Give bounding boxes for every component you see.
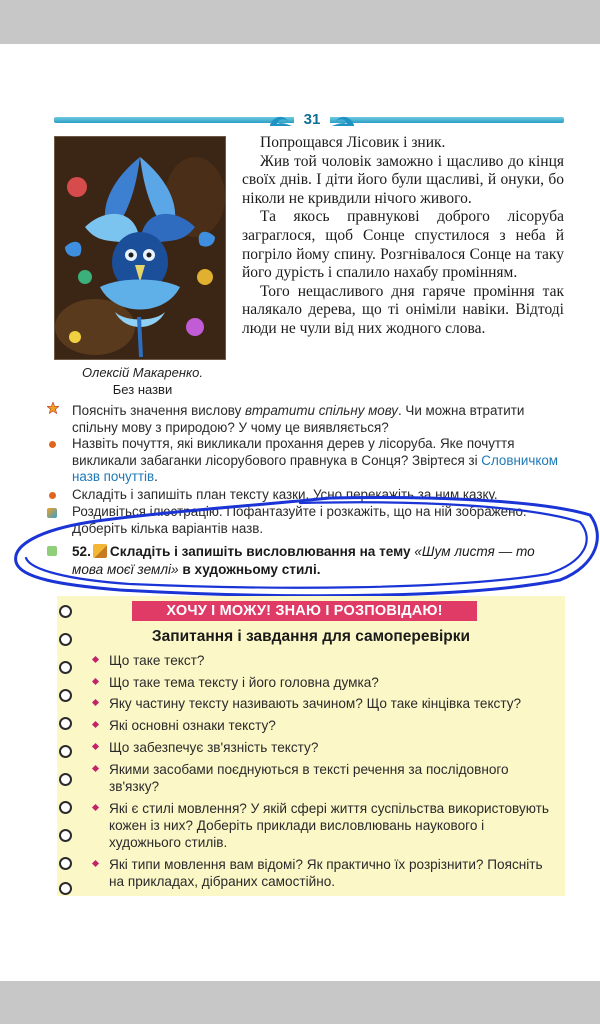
task-1-text-end: . Чи можна втратити спільну мову з природою? У чому це виявляється? — [72, 403, 525, 435]
painting-caption — [55, 364, 230, 398]
task-52 — [72, 543, 564, 579]
ring-icon — [59, 717, 72, 730]
question-item — [109, 674, 557, 691]
task-52-topic: «Шум листя — то мова моєї землі» — [72, 544, 535, 577]
top-system-bar — [0, 0, 600, 44]
task-1-text: Поясніть значення вислову — [72, 403, 246, 418]
question-item — [109, 652, 557, 669]
task-3: Складіть і запишіть план тексту казки. Усно перекажіть за ним казку. — [72, 487, 498, 502]
writing-task-icon — [47, 546, 57, 556]
ring-icon — [59, 882, 72, 895]
task-52-number: 52. — [72, 544, 91, 559]
ring-icon — [59, 745, 72, 758]
task-1-idiom: втратити спільну мову — [245, 403, 398, 418]
task-2-text-end: . — [154, 469, 158, 484]
wave-ornament-left-icon — [268, 113, 294, 129]
page-header — [54, 113, 564, 133]
question-text: Які є стилі мовлення? У якій сфері життя суспільства використовують кожен із них? Доберіть приклади висловлювань наукового і художнього стилів. — [109, 801, 549, 850]
question-text: Якими засобами поєднуються в тексті речення за послідовного зв'язку? — [109, 762, 509, 794]
section-banner: ХОЧУ І МОЖУ! ЗНАЮ І РОЗПОВІДАЮ! — [132, 601, 477, 621]
ring-icon — [59, 605, 72, 618]
diamond-bullet-icon — [92, 656, 99, 663]
orange-bullet-icon — [49, 492, 56, 499]
dictionary-link[interactable]: Словничком назв почуттів — [72, 452, 558, 484]
story-paragraph: Попрощався Лісовик і зник. — [260, 134, 446, 151]
ring-icon — [59, 801, 72, 814]
question-item — [109, 739, 557, 756]
question-item — [109, 717, 557, 734]
diamond-bullet-icon — [92, 765, 99, 772]
page-number: 31 — [294, 111, 330, 129]
section-subtitle: Запитання і завдання для самоперевірки — [151, 628, 471, 645]
wave-ornament-right-icon — [330, 113, 356, 129]
ring-icon — [59, 773, 72, 786]
question-item — [109, 695, 557, 712]
story-paragraph: Та якось правнукові доброго лісоруба заграглося, щоб Сонце спустилося з неба й погріло йому спину. Розгнівалося Сонце на таку його дурість і спалило нахабу промінням. — [242, 208, 564, 282]
task-1 — [72, 403, 564, 436]
diamond-bullet-icon — [92, 678, 99, 685]
task-4: Роздивіться ілюстрацію. Пофантазуйте і розкажіть, що на ній зображено. Доберіть кілька варіантів назв. — [72, 504, 527, 536]
story-paragraph: Того нещасливого дня гаряче проміння так налякало дерева, що ті оніміли навіки. Відтоді люди не чули від них жодного слова. — [242, 282, 564, 337]
task-2-text: Назвіть почуття, які викликали прохання дерев у лісоруба. Яке почуття викликали забаганки лісорубового правнука в Сонця? Звіртеся зі — [72, 436, 515, 468]
diamond-bullet-icon — [92, 860, 99, 867]
task-52-text-end: в художньому стилі. — [178, 562, 321, 577]
diamond-bullet-icon — [92, 743, 99, 750]
question-item — [109, 856, 557, 890]
story-paragraph: Жив той чоловік заможно і щасливо до кінця своїх днів. І діти його були щасливі, й онуки, бо ніколи не кривдили нічого живого. — [242, 152, 564, 207]
question-item — [109, 761, 557, 795]
ring-icon — [59, 689, 72, 702]
pencil-icon — [93, 544, 107, 558]
bottom-system-bar — [0, 981, 600, 1024]
question-text: Яку частину тексту називають зачином? Що таке кінцівка тексту? — [109, 696, 522, 711]
ring-icon — [59, 857, 72, 870]
question-text: Які основні ознаки тексту? — [109, 718, 276, 733]
question-text: Що таке тема тексту і його головна думка? — [109, 675, 379, 690]
question-text: Що забезпечує зв'язність тексту? — [109, 740, 319, 755]
self-check-box — [57, 596, 565, 896]
diamond-bullet-icon — [92, 804, 99, 811]
story-text — [242, 134, 564, 339]
painting-illustration — [55, 137, 225, 359]
task-52-text: Складіть і запишіть висловлювання на тему — [109, 544, 415, 559]
orange-bullet-icon — [49, 441, 56, 448]
diamond-bullet-icon — [92, 699, 99, 706]
question-text: Які типи мовлення вам відомі? Як практично їх розрізнити? Поясніть на прикладах, дібраних самостійно. — [109, 857, 543, 889]
ring-icon — [59, 829, 72, 842]
picture-task-icon — [47, 508, 57, 518]
flower-bird-painting-icon — [55, 137, 225, 359]
caption-title: Без назви — [112, 382, 173, 397]
question-item — [109, 800, 557, 851]
task-2 — [72, 436, 564, 486]
caption-author: Олексій Макаренко. — [82, 365, 203, 380]
diamond-bullet-icon — [92, 721, 99, 728]
question-text: Що таке текст? — [109, 653, 205, 668]
ring-icon — [59, 661, 72, 674]
ring-icon — [59, 633, 72, 646]
star-bullet-icon — [47, 402, 59, 414]
